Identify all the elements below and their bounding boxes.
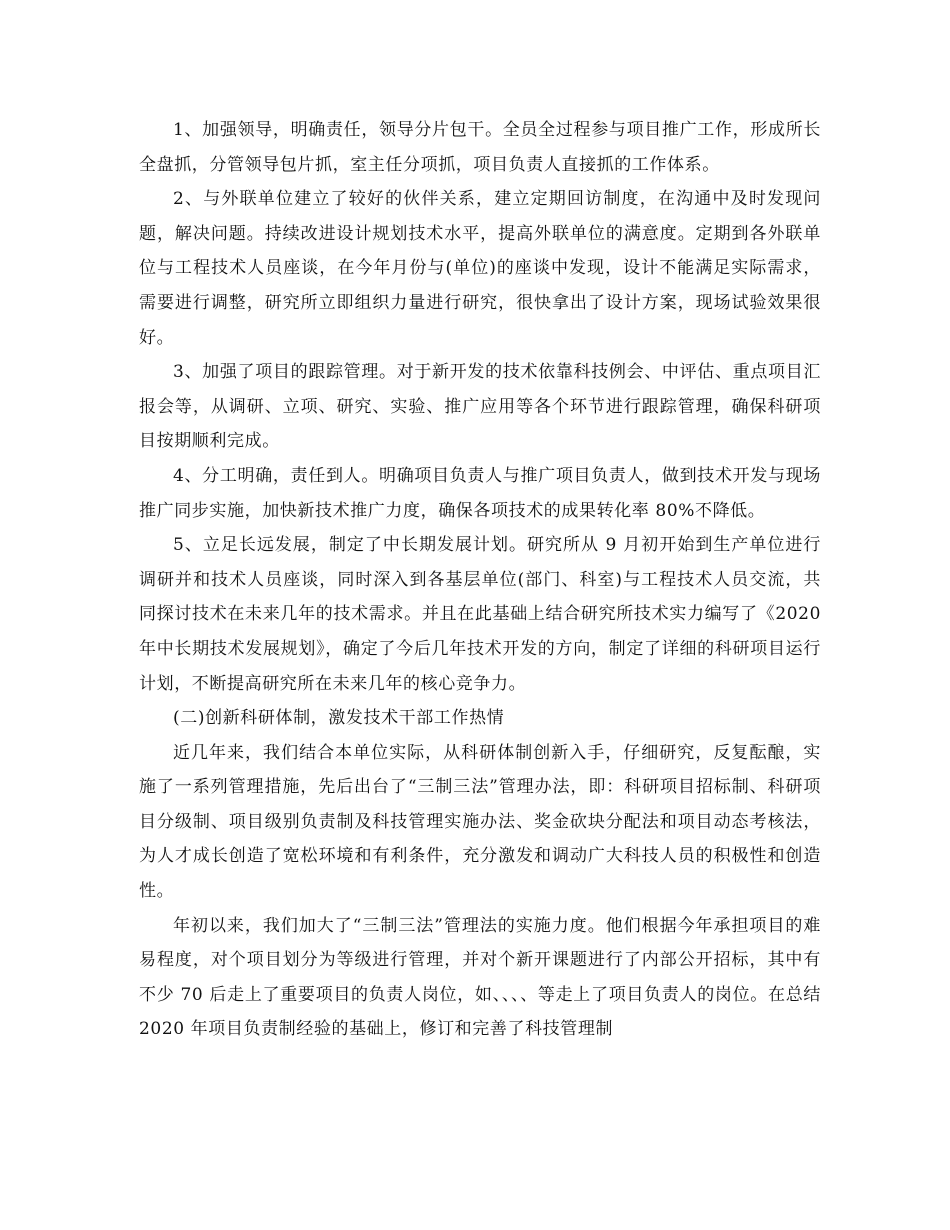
paragraph-2: 2、与外联单位建立了较好的伙伴关系，建立定期回访制度，在沟通中及时发现问题，解决问题。持续改进设计规划技术水平，提高外联单位的满意度。定期到各外联单位与工程技术人员座谈，在今年月份与(单位)的座谈中发现，设计不能满足实际需求，需要进行调整，研究所立即组织力量进行研究，很快拿出了设计方案，现场试验效果很好。	[139, 189, 821, 348]
document-body	[139, 113, 821, 1047]
paragraph-7: 近几年来，我们结合本单位实际，从科研体制创新入手，仔细研究，反复酝酿，实施了一系列管理措施，先后出台了“三制三法”管理办法，即：科研项目招标制、科研项目分级制、项目级别负责制及科技管理实施办法、奖金砍块分配法和项目动态考核法，为人才成长创造了宽松环境和有利条件，充分激发和调动广大科技人员的积极性和创造性。	[139, 742, 821, 902]
paragraph-5: 5、立足长远发展，制定了中长期发展计划。研究所从 9 月初开始到生产单位进行调研并和技术人员座谈，同时深入到各基层单位(部门、科室)与工程技术人员交流，共同探讨技术在未来几年的技术需求。并且在此基础上结合研究所技术实力编写了《2020 年中长期技术发展规划》，确定了今后几年技术开发的方向，制定了详细的科研项目运行计划，不断提高研究所在未来几年的核心竞争力。	[139, 535, 821, 694]
paragraph-8: 年初以来，我们加大了“三制三法”管理法的实施力度。他们根据今年承担项目的难易程度，对个项目划分为等级进行管理，并对个新开课题进行了内部公开招标，其中有不少 70 后走上了重要项目的负责人岗位，如、、、、等走上了项目负责人的岗位。在总结 2020 年项目负责制经验的基础上，修订和完善了科技管理制	[139, 915, 821, 1040]
paragraph-1: 1、加强领导，明确责任，领导分片包干。全员全过程参与项目推广工作，形成所长全盘抓，分管领导包片抓，室主任分项抓，项目负责人直接抓的工作体系。	[139, 120, 821, 175]
paragraph-4: 4、分工明确，责任到人。明确项目负责人与推广项目负责人，做到技术开发与现场推广同步实施，加快新技术推广力度，确保各项技术的成果转化率 80%不降低。	[139, 465, 821, 521]
paragraph-3: 3、加强了项目的跟踪管理。对于新开发的技术依靠科技例会、中评估、重点项目汇报会等，从调研、立项、研究、实验、推广应用等各个环节进行跟踪管理，确保科研项目按期顺利完成。	[139, 362, 821, 452]
section-heading: (二)创新科研体制，激发技术干部工作热情	[173, 708, 505, 729]
